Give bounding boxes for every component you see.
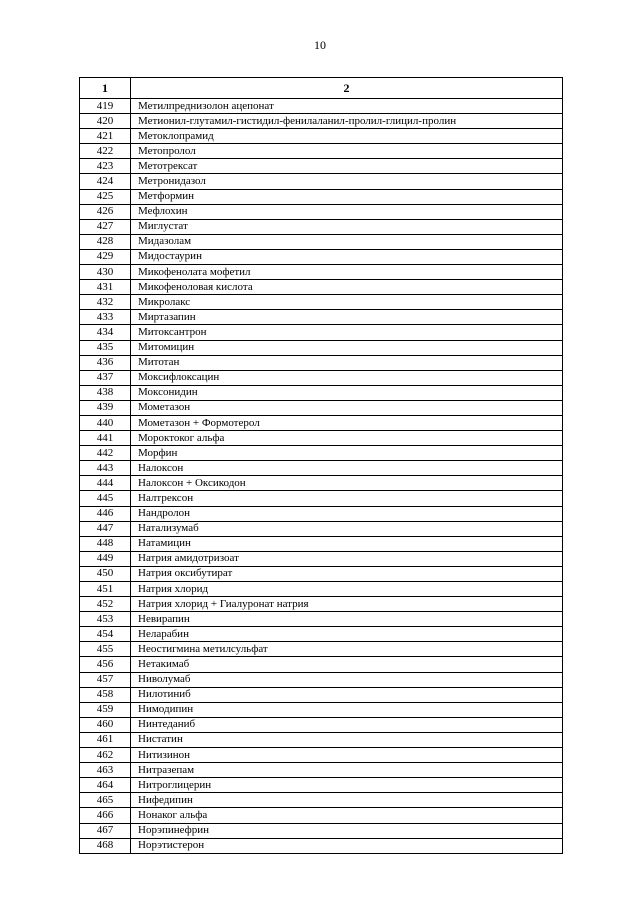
row-number-cell: 461 xyxy=(80,732,131,747)
drug-name-cell: Микролакс xyxy=(131,295,563,310)
drug-name-cell: Натрия хлорид + Гиалуронат натрия xyxy=(131,597,563,612)
drug-name-cell: Метоклопрамид xyxy=(131,129,563,144)
drug-name-cell: Натамицин xyxy=(131,536,563,551)
drug-name-cell: Микофеноловая кислота xyxy=(131,280,563,295)
table-row xyxy=(80,566,563,581)
row-number-cell: 457 xyxy=(80,672,131,687)
drug-name-cell: Морфин xyxy=(131,446,563,461)
row-number-cell: 448 xyxy=(80,536,131,551)
drug-name-cell: Митомицин xyxy=(131,340,563,355)
row-number-cell: 450 xyxy=(80,566,131,581)
table-row xyxy=(80,521,563,536)
table-row xyxy=(80,446,563,461)
row-number-cell: 436 xyxy=(80,355,131,370)
drug-name-cell: Моксонидин xyxy=(131,385,563,400)
table-row xyxy=(80,763,563,778)
drug-name-cell: Натализумаб xyxy=(131,521,563,536)
table-row xyxy=(80,627,563,642)
row-number-cell: 429 xyxy=(80,249,131,264)
drug-name-cell: Метионил-глутамил-гистидил-фенилаланил-пролил-глицил-пролин xyxy=(131,114,563,129)
column-header-number: 1 xyxy=(80,78,131,99)
table-row xyxy=(80,748,563,763)
table-row xyxy=(80,370,563,385)
row-number-cell: 466 xyxy=(80,808,131,823)
table-row xyxy=(80,808,563,823)
table-row xyxy=(80,582,563,597)
row-number-cell: 465 xyxy=(80,793,131,808)
drug-name-cell: Ниволумаб xyxy=(131,672,563,687)
drug-name-cell: Нимодипин xyxy=(131,702,563,717)
table-row xyxy=(80,204,563,219)
drug-name-cell: Натрия оксибутират xyxy=(131,566,563,581)
table-row xyxy=(80,159,563,174)
row-number-cell: 454 xyxy=(80,627,131,642)
row-number-cell: 437 xyxy=(80,370,131,385)
table-row xyxy=(80,732,563,747)
drug-name-cell: Метформин xyxy=(131,189,563,204)
drug-name-cell: Норэпинефрин xyxy=(131,823,563,838)
row-number-cell: 442 xyxy=(80,446,131,461)
row-number-cell: 424 xyxy=(80,174,131,189)
drug-name-cell: Метотрексат xyxy=(131,159,563,174)
table-row xyxy=(80,280,563,295)
table-row xyxy=(80,536,563,551)
row-number-cell: 460 xyxy=(80,717,131,732)
table-row xyxy=(80,642,563,657)
drug-name-cell: Митоксантрон xyxy=(131,325,563,340)
table-row xyxy=(80,400,563,415)
header-row xyxy=(80,78,563,99)
drug-name-cell: Митотан xyxy=(131,355,563,370)
row-number-cell: 443 xyxy=(80,461,131,476)
table-row xyxy=(80,310,563,325)
row-number-cell: 423 xyxy=(80,159,131,174)
table-row xyxy=(80,612,563,627)
page-number: 10 xyxy=(314,38,326,52)
table-row xyxy=(80,838,563,853)
drug-name-cell: Неларабин xyxy=(131,627,563,642)
table-header xyxy=(80,78,563,99)
drug-name-cell: Миртазапин xyxy=(131,310,563,325)
drug-name-cell: Нистатин xyxy=(131,732,563,747)
table-row xyxy=(80,491,563,506)
row-number-cell: 462 xyxy=(80,748,131,763)
drug-name-cell: Мефлохин xyxy=(131,204,563,219)
row-number-cell: 430 xyxy=(80,265,131,280)
table-row xyxy=(80,597,563,612)
row-number-cell: 426 xyxy=(80,204,131,219)
table-row xyxy=(80,295,563,310)
row-number-cell: 456 xyxy=(80,657,131,672)
table-row xyxy=(80,219,563,234)
drug-name-cell: Налоксон + Оксикодон xyxy=(131,476,563,491)
drug-name-cell: Мороктоког альфа xyxy=(131,431,563,446)
drug-name-cell: Натрия амидотризоат xyxy=(131,551,563,566)
drug-name-cell: Моксифлоксацин xyxy=(131,370,563,385)
row-number-cell: 451 xyxy=(80,582,131,597)
table-row xyxy=(80,778,563,793)
row-number-cell: 427 xyxy=(80,219,131,234)
drug-name-cell: Мометазон + Формотерол xyxy=(131,415,563,430)
row-number-cell: 445 xyxy=(80,491,131,506)
table-row xyxy=(80,144,563,159)
row-number-cell: 452 xyxy=(80,597,131,612)
row-number-cell: 433 xyxy=(80,310,131,325)
drug-name-cell: Нитроглицерин xyxy=(131,778,563,793)
drug-name-cell: Нитизинон xyxy=(131,748,563,763)
row-number-cell: 447 xyxy=(80,521,131,536)
table-row xyxy=(80,476,563,491)
table-row xyxy=(80,385,563,400)
row-number-cell: 453 xyxy=(80,612,131,627)
drug-name-cell: Мидостаурин xyxy=(131,249,563,264)
drug-table xyxy=(79,77,563,854)
drug-name-cell: Натрия хлорид xyxy=(131,582,563,597)
table-row xyxy=(80,431,563,446)
table-row xyxy=(80,657,563,672)
row-number-cell: 441 xyxy=(80,431,131,446)
row-number-cell: 420 xyxy=(80,114,131,129)
row-number-cell: 446 xyxy=(80,506,131,521)
row-number-cell: 463 xyxy=(80,763,131,778)
drug-name-cell: Норэтистерон xyxy=(131,838,563,853)
table-row xyxy=(80,249,563,264)
drug-name-cell: Метопролол xyxy=(131,144,563,159)
row-number-cell: 425 xyxy=(80,189,131,204)
row-number-cell: 444 xyxy=(80,476,131,491)
table-row xyxy=(80,461,563,476)
row-number-cell: 459 xyxy=(80,702,131,717)
drug-name-cell: Метронидазол xyxy=(131,174,563,189)
row-number-cell: 440 xyxy=(80,415,131,430)
row-number-cell: 419 xyxy=(80,99,131,114)
row-number-cell: 431 xyxy=(80,280,131,295)
table-row xyxy=(80,672,563,687)
drug-name-cell: Неостигмина метилсульфат xyxy=(131,642,563,657)
drug-name-cell: Миглустат xyxy=(131,219,563,234)
drug-name-cell: Мометазон xyxy=(131,400,563,415)
table-row xyxy=(80,174,563,189)
row-number-cell: 435 xyxy=(80,340,131,355)
table-row xyxy=(80,234,563,249)
table-row xyxy=(80,702,563,717)
row-number-cell: 432 xyxy=(80,295,131,310)
table-row xyxy=(80,551,563,566)
table-row xyxy=(80,355,563,370)
row-number-cell: 464 xyxy=(80,778,131,793)
table-row xyxy=(80,189,563,204)
table-row xyxy=(80,114,563,129)
table-body xyxy=(80,99,563,854)
row-number-cell: 434 xyxy=(80,325,131,340)
drug-name-cell: Налтрексон xyxy=(131,491,563,506)
table-row xyxy=(80,265,563,280)
row-number-cell: 421 xyxy=(80,129,131,144)
row-number-cell: 467 xyxy=(80,823,131,838)
table-row xyxy=(80,415,563,430)
table-row xyxy=(80,717,563,732)
table-row xyxy=(80,793,563,808)
table-row xyxy=(80,506,563,521)
drug-name-cell: Мидазолам xyxy=(131,234,563,249)
drug-name-cell: Метилпреднизолон ацепонат xyxy=(131,99,563,114)
drug-name-cell: Микофенолата мофетил xyxy=(131,265,563,280)
drug-name-cell: Нинтеданиб xyxy=(131,717,563,732)
table-row xyxy=(80,325,563,340)
column-header-name: 2 xyxy=(131,78,563,99)
row-number-cell: 439 xyxy=(80,400,131,415)
table-row xyxy=(80,99,563,114)
table-row xyxy=(80,340,563,355)
drug-name-cell: Невирапин xyxy=(131,612,563,627)
row-number-cell: 438 xyxy=(80,385,131,400)
table-row xyxy=(80,129,563,144)
table-row xyxy=(80,687,563,702)
row-number-cell: 468 xyxy=(80,838,131,853)
drug-name-cell: Нетакимаб xyxy=(131,657,563,672)
drug-name-cell: Нонаког альфа xyxy=(131,808,563,823)
drug-name-cell: Нифедипин xyxy=(131,793,563,808)
drug-name-cell: Налоксон xyxy=(131,461,563,476)
row-number-cell: 422 xyxy=(80,144,131,159)
row-number-cell: 428 xyxy=(80,234,131,249)
drug-name-cell: Нандролон xyxy=(131,506,563,521)
table-row xyxy=(80,823,563,838)
row-number-cell: 455 xyxy=(80,642,131,657)
row-number-cell: 458 xyxy=(80,687,131,702)
drug-name-cell: Нитразепам xyxy=(131,763,563,778)
row-number-cell: 449 xyxy=(80,551,131,566)
drug-name-cell: Нилотиниб xyxy=(131,687,563,702)
